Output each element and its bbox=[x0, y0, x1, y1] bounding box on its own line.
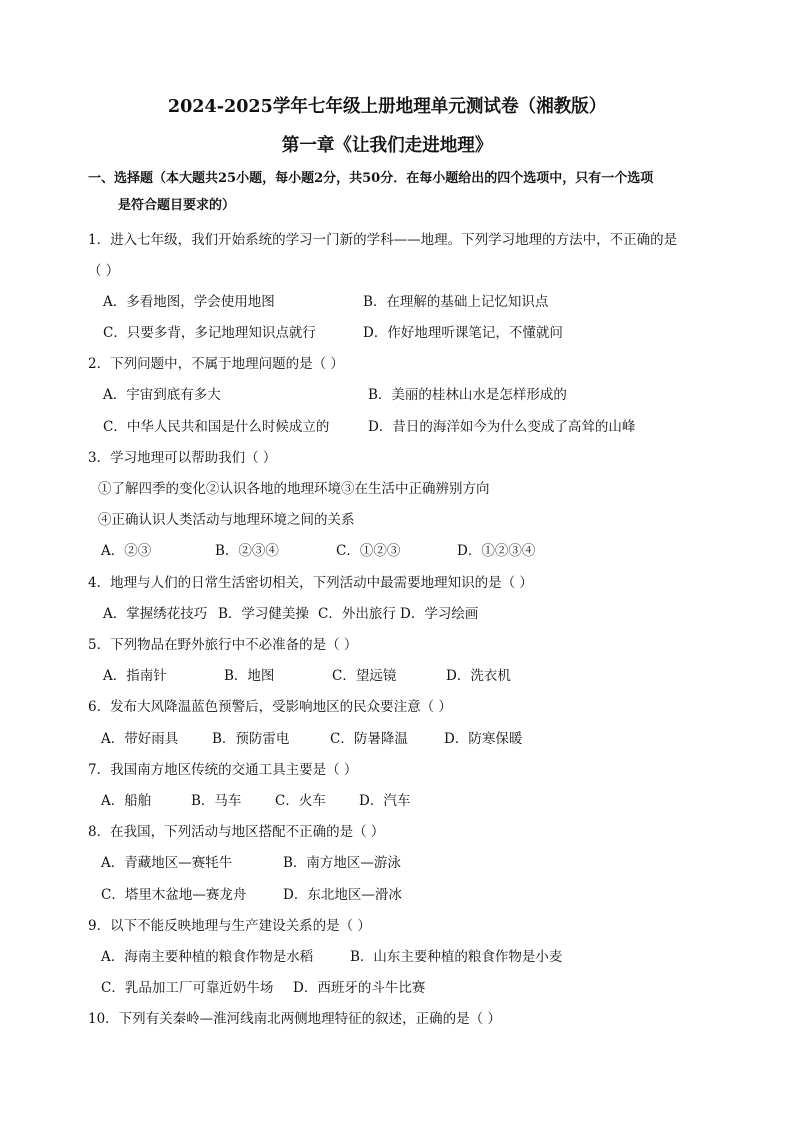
question-4-option-b: B．学习健美操 bbox=[218, 606, 309, 622]
chapter-title: 第一章《让我们走进地理》 bbox=[281, 135, 493, 156]
question-2-stem: 2．下列问题中，不属于地理问题的是（ ） bbox=[88, 356, 344, 372]
question-10-stem: 10．下列有关秦岭—淮河线南北两侧地理特征的叙述，正确的是（ ） bbox=[88, 1011, 501, 1027]
question-3-option-d: D．①②③④ bbox=[457, 543, 536, 559]
question-1-option-d: D．作好地理听课笔记，不懂就问 bbox=[363, 325, 563, 341]
question-7-stem: 7．我国南方地区传统的交通工具主要是（ ） bbox=[88, 762, 358, 778]
question-4-option-c: C．外出旅行 bbox=[318, 606, 396, 622]
question-8-stem: 8．在我国，下列活动与地区搭配不正确的是（ ） bbox=[88, 824, 385, 840]
question-4-option-a: A．掌握绣花技巧 bbox=[103, 606, 208, 622]
question-5-stem: 5．下列物品在野外旅行中不必准备的是（ ） bbox=[88, 637, 358, 653]
section-instruction-line-1: 一、选择题（本大题共25小题，每小题2分，共50分．在每小题给出的四个选项中，只有一个选项 bbox=[88, 171, 654, 186]
question-6-option-b: B．预防雷电 bbox=[212, 731, 290, 747]
question-2-option-c: C．中华人民共和国是什么时候成立的 bbox=[103, 419, 330, 435]
question-1-stem: 1．进入七年级，我们开始系统的学习一门新的学科——地理。下列学习地理的方法中，不正确的是 bbox=[88, 232, 678, 248]
question-4-stem: 4．地理与人们的日常生活密切相关，下列活动中最需要地理知识的是（ ） bbox=[88, 575, 533, 591]
section-instruction-line-2: 是符合题目要求的） bbox=[118, 198, 236, 213]
question-9-option-b: B．山东主要种植的粮食作物是小麦 bbox=[350, 949, 563, 965]
question-1-option-b: B．在理解的基础上记忆知识点 bbox=[363, 294, 549, 310]
question-9-option-d: D．西班牙的斗牛比赛 bbox=[293, 980, 426, 996]
question-6-stem: 6．发布大风降温蓝色预警后，受影响地区的民众要注意（ ） bbox=[88, 699, 452, 715]
question-5-option-b: B．地图 bbox=[224, 668, 275, 684]
question-3-statements-1: ①了解四季的变化②认识各地的地理环境③在生活中正确辨别方向 bbox=[98, 481, 490, 497]
question-8-option-c: C．塔里木盆地—赛龙舟 bbox=[101, 887, 247, 903]
question-3-statements-2: ④正确认识人类活动与地理环境之间的关系 bbox=[98, 512, 355, 528]
question-3-option-b: B．②③④ bbox=[215, 543, 279, 559]
question-3-option-a: A．②③ bbox=[101, 543, 152, 559]
question-8-option-a: A．青藏地区—赛牦牛 bbox=[101, 855, 233, 871]
question-6-option-a: A．带好雨具 bbox=[101, 731, 179, 747]
question-5-option-c: C．望远镜 bbox=[332, 668, 397, 684]
question-9-option-c: C．乳品加工厂可靠近奶牛场 bbox=[101, 980, 274, 996]
question-4-option-d: D．学习绘画 bbox=[400, 606, 479, 622]
question-5-option-a: A．指南针 bbox=[103, 668, 167, 684]
question-1-stem-blank: （ ） bbox=[88, 263, 120, 279]
question-9-stem: 9．以下不能反映地理与生产建设关系的是（ ） bbox=[88, 918, 371, 934]
question-6-option-d: D．防寒保暖 bbox=[444, 731, 523, 747]
question-5-option-d: D．洗衣机 bbox=[446, 668, 511, 684]
question-7-option-b: B．马车 bbox=[191, 793, 242, 809]
question-3-option-c: C．①②③ bbox=[336, 543, 401, 559]
question-3-stem: 3．学习地理可以帮助我们（ ） bbox=[88, 450, 277, 466]
question-8-option-d: D．东北地区—滑冰 bbox=[283, 887, 402, 903]
question-9-option-a: A．海南主要种植的粮食作物是水稻 bbox=[101, 949, 314, 965]
question-7-option-c: C．火车 bbox=[275, 793, 326, 809]
question-8-option-b: B．南方地区—游泳 bbox=[283, 855, 401, 871]
question-7-option-d: D．汽车 bbox=[359, 793, 411, 809]
question-2-option-a: A．宇宙到底有多大 bbox=[103, 387, 221, 403]
question-2-option-d: D．昔日的海洋如今为什么变成了高耸的山峰 bbox=[368, 419, 636, 435]
page-title: 2024-2025学年七年级上册地理单元测试卷（湘教版） bbox=[167, 96, 607, 117]
question-7-option-a: A．船舶 bbox=[101, 793, 152, 809]
question-1-option-a: A．多看地图，学会使用地图 bbox=[103, 294, 275, 310]
question-6-option-c: C．防暑降温 bbox=[330, 731, 408, 747]
question-2-option-b: B．美丽的桂林山水是怎样形成的 bbox=[368, 387, 567, 403]
question-1-option-c: C．只要多背，多记地理知识点就行 bbox=[103, 325, 316, 341]
